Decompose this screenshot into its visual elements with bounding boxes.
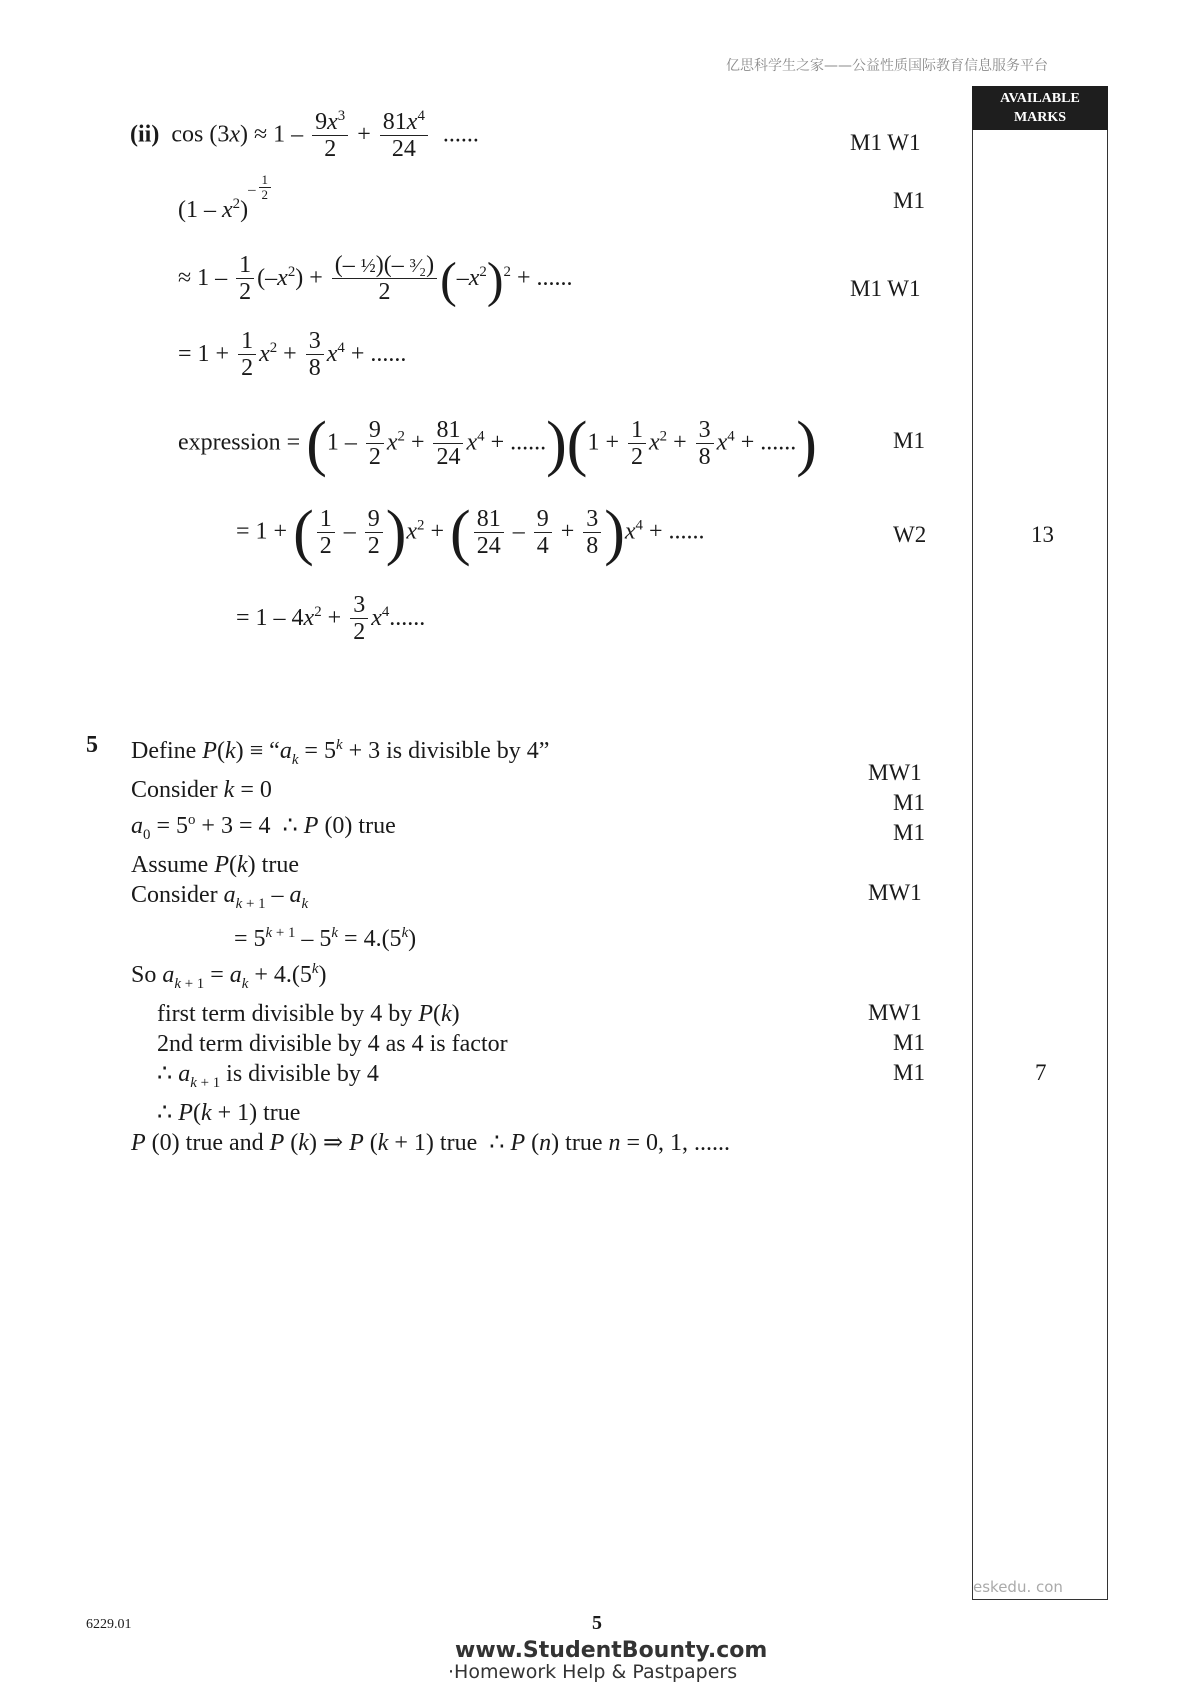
page-number: 5 xyxy=(592,1612,602,1634)
q4-binomial-result: = 1 + $\frac{1}{2}$ $x^2$ + $\frac{3}{8}$ $x^4$ + ...... xyxy=(178,328,407,382)
studentbounty-tagline: ·Homework Help & Pastpapers xyxy=(448,1661,738,1683)
part-label: (ii) xyxy=(130,121,160,148)
paper-code: 6229.01 xyxy=(86,1617,132,1632)
q5-number: 5 xyxy=(86,732,98,758)
mark-q5-3: M1 xyxy=(893,820,925,845)
q4-binomial-term: $(1 - x^2)^{- \frac{1}{2}}$ xyxy=(178,196,274,226)
studentbounty-logo: www.StudentBounty.com xyxy=(455,1638,768,1663)
q4-product-expression: expression = (1 – $\frac{9}{2}$ $x^2$ + $\frac{81}{24}$ $x^4 + ......)(1$ + $\frac{1}{2}$ $x^2$ + $\frac{3}{8}$ $x^4$ + ......) xyxy=(178,410,817,478)
q4-binomial-expansion: ≈ 1 – $\frac{1}{2}$ $(-x^2)$ + $\frac{\text{(– ½)(– ³⁄₂)}}{2}$ $(-x^2)^2$ + ...... xyxy=(178,251,573,308)
mark-q5-4: MW1 xyxy=(868,880,922,905)
mark-q5-7: M1 xyxy=(893,1060,925,1085)
q4-final-answer: = $1 - 4x^2$ + $\frac{3}{2}$ $x^4$...... xyxy=(236,592,426,646)
mark-q5-6: M1 xyxy=(893,1030,925,1055)
q5-total-marks: 7 xyxy=(1035,1060,1047,1085)
faint-watermark: eskedu. con xyxy=(973,1578,1063,1596)
q4-collected-terms: = 1 + ( $\frac{1}{2}$ – $\frac{9}{2}$ )$x^2$ + ( $\frac{81}{24}$ – $\frac{9}{4}$ + $\frac{3}{8}$ )$x^4$ + ...... xyxy=(236,499,705,567)
mark-q4-4: M1 xyxy=(893,428,925,453)
header-watermark: 亿思科学生之家——公益性质国际教育信息服务平台 xyxy=(726,58,1048,74)
mark-q4-2: M1 xyxy=(893,188,925,213)
mark-q5-2: M1 xyxy=(893,790,925,815)
mark-q4-3: M1 W1 xyxy=(850,276,921,301)
available-marks-heading: AVAILABLE MARKS xyxy=(972,86,1108,130)
mark-q4-1: M1 W1 xyxy=(850,130,921,155)
available-marks-column xyxy=(972,86,1108,1600)
q4-total-marks: 13 xyxy=(1031,522,1054,547)
mark-q5-5: MW1 xyxy=(868,1000,922,1025)
mark-q5-1: MW1 xyxy=(868,760,922,785)
q4-cos-expansion: (ii) cos (3x) ≈ 1 – $\frac{9x^3}{2}$ + $\frac{81x^4}{24}$ ...... xyxy=(130,108,479,163)
mark-q4-5: W2 xyxy=(893,522,927,547)
q5-proof: Define $P(k) \equiv “a_k = 5^k + 3$ is divisible by 4” Consider k = 0 $a_0 = 5^o + 3 = 4$ ∴ P (0) true Assume P(k) true Consider $a_{k + 1} - a_k$ = $5^{k + 1} - 5^k = 4.(5^k)$ So $a_{k + 1} = a_k + 4.(5^k)$ first term divisible by 4 by P(k) 2nd term divisible by 4 as 4 is factor ∴ $a_{k + 1}$ is divisible by 4 ∴ P(k + 1) true P (0) true and P (k) ⇒ P (k + 1) true ∴ P (n) true n = 0, 1, ...... xyxy=(131,737,731,1156)
